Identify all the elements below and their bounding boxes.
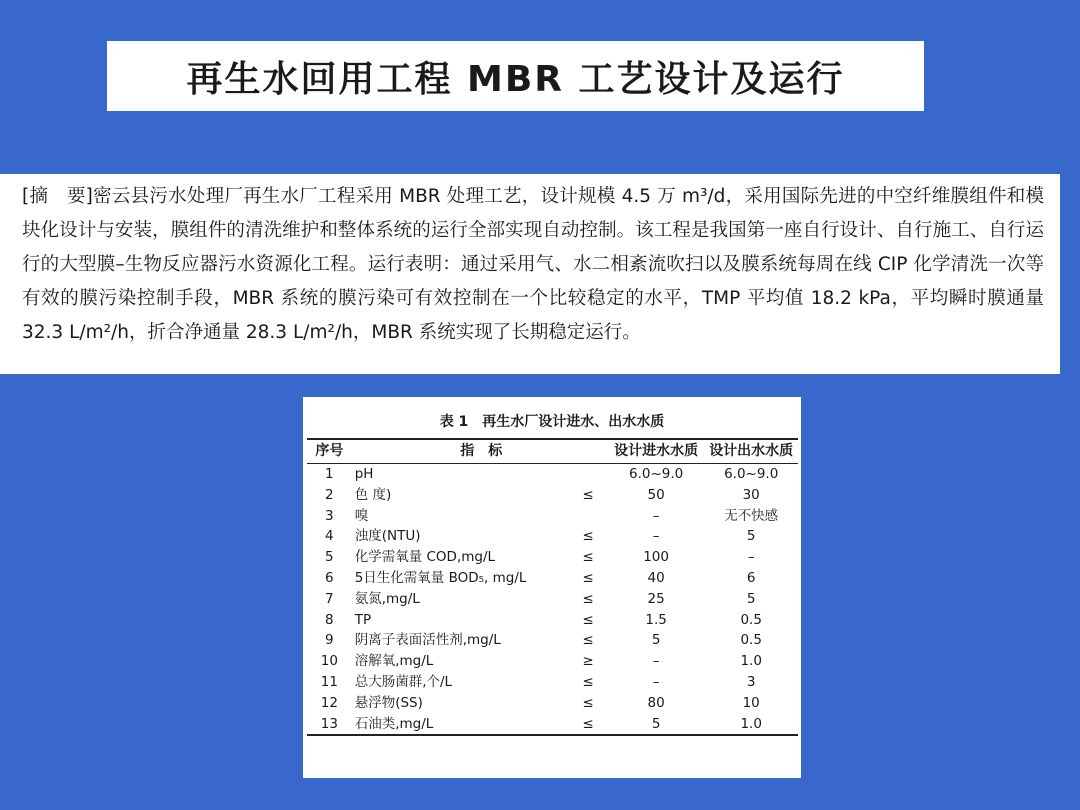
table-row [307, 464, 798, 485]
row-indicator: TP [354, 611, 372, 628]
row-inflow: – [652, 528, 660, 545]
abstract-label: [摘 要] [22, 186, 93, 207]
row-inflow: – [652, 507, 660, 524]
row-no: 8 [325, 611, 334, 628]
row-outflow: 10 [742, 694, 760, 711]
row-indicator: pH [354, 466, 374, 482]
row-inflow: 25 [647, 590, 665, 607]
row-comparator: ≤ [582, 528, 594, 545]
row-inflow: 50 [647, 486, 665, 503]
table-row [307, 630, 798, 651]
table-caption: 表 1 再生水厂设计进水、出水水质 [439, 414, 665, 430]
row-comparator: ≤ [582, 694, 594, 711]
row-indicator: 溶解氧,mg/L [354, 653, 434, 670]
row-inflow: 5 [608, 714, 705, 736]
table-row [307, 485, 798, 506]
row-no: 12 [320, 694, 338, 711]
header-indicator: 指 标 [352, 439, 608, 464]
row-comparator: ≤ [582, 549, 594, 566]
row-comparator: ≤ [582, 590, 594, 607]
row-comparator: ≤ [582, 486, 594, 503]
table-row [307, 506, 798, 527]
row-comparator: ≤ [582, 673, 594, 690]
row-indicator: 阴离子表面活性剂,mg/L [354, 632, 501, 649]
header-inflow: 设计进水水质 [608, 439, 705, 464]
row-outflow: 1.0 [740, 653, 762, 670]
water-quality-table [307, 438, 798, 736]
table-body [307, 464, 798, 736]
row-inflow: 6.0~9.0 [628, 466, 684, 482]
row-comparator: ≤ [582, 611, 594, 628]
row-no: 5 [325, 549, 334, 566]
row-comparator [568, 506, 608, 527]
table-row [307, 568, 798, 589]
row-no: 1 [325, 466, 334, 482]
row-indicator: 浊度(NTU) [354, 528, 421, 545]
row-inflow: – [652, 653, 660, 670]
row-no: 11 [320, 673, 338, 690]
row-inflow: 1.5 [645, 611, 667, 628]
row-indicator: 嗅 [354, 507, 369, 524]
row-comparator: ≥ [582, 653, 594, 670]
row-no: 2 [325, 486, 334, 503]
row-outflow: 6 [746, 569, 756, 586]
header-no: 序号 [307, 439, 352, 464]
table-row [307, 693, 798, 714]
row-inflow: 80 [647, 694, 665, 711]
row-indicator: 5日生化需氧量 BOD₅, mg/L [354, 569, 527, 586]
row-outflow: 5 [746, 528, 756, 545]
row-inflow: 5 [651, 632, 661, 649]
page-title-banner [107, 41, 924, 111]
row-comparator: ≤ [568, 714, 608, 736]
row-outflow: 0.5 [740, 632, 762, 649]
row-outflow: 6.0~9.0 [724, 466, 779, 482]
row-no: 7 [325, 590, 334, 607]
water-quality-table-panel [303, 397, 801, 778]
table-row [307, 672, 798, 693]
row-no: 13 [307, 714, 352, 736]
row-indicator: 悬浮物(SS) [354, 694, 423, 711]
page-title: 再生水回用工程 MBR 工艺设计及运行 [186, 58, 845, 100]
row-outflow: 3 [746, 673, 756, 690]
row-inflow: – [652, 673, 660, 690]
row-indicator: 石油类,mg/L [352, 714, 568, 736]
row-indicator: 化学需氧量 COD,mg/L [354, 549, 496, 566]
row-comparator: ≤ [582, 569, 594, 586]
table-row [307, 651, 798, 672]
row-indicator: 总大肠菌群,个/L [354, 673, 453, 690]
abstract-block [0, 174, 1060, 374]
header-outflow: 设计出水水质 [704, 439, 798, 464]
row-indicator: 氨氮,mg/L [354, 590, 420, 607]
table-row [307, 610, 798, 631]
row-outflow: 1.0 [704, 714, 798, 736]
row-outflow: 0.5 [740, 611, 762, 628]
row-outflow: 5 [746, 590, 756, 607]
table-row [307, 714, 798, 736]
row-no: 9 [325, 632, 334, 649]
table-row [307, 589, 798, 610]
row-no: 10 [320, 653, 338, 670]
row-no: 6 [325, 569, 334, 586]
row-outflow: – [747, 549, 755, 566]
abstract-text: 密云县污水处理厂再生水厂工程采用 MBR 处理工艺，设计规模 4.5 万 m³/d，采用国际先进的中空纤维膜组件和模块化设计与安装，膜组件的清洗维护和整体系统的运行全部实现自动控制。该工程是我国第一座自行设计、自行施工、自行运行的大型膜–生物反应器污水资源化工程。运行表明：通过采用气、水二相紊流吹扫以及膜系统每周在线 CIP 化学清洗一次等有效的膜污染控制手段，MBR 系统的膜污染可有效控制在一个比较稳定的水平，TMP 平均值 18.2 kPa，平均瞬时膜通量 32.3 L/m²/h，折合净通量 28.3 L/m²/h，MBR 系统实现了长期稳定运行。 [22, 186, 1045, 343]
row-indicator: 色 度) [354, 486, 392, 503]
table-row [307, 547, 798, 568]
row-no: 3 [325, 507, 334, 524]
table-row [307, 526, 798, 547]
row-comparator [568, 464, 608, 485]
row-outflow: 无不快感 [724, 507, 779, 524]
row-inflow: 40 [647, 569, 665, 586]
row-comparator: ≤ [582, 632, 594, 649]
row-no: 4 [325, 528, 334, 545]
row-outflow: 30 [742, 486, 760, 503]
table-header-row [307, 439, 798, 464]
row-inflow: 100 [643, 549, 669, 566]
